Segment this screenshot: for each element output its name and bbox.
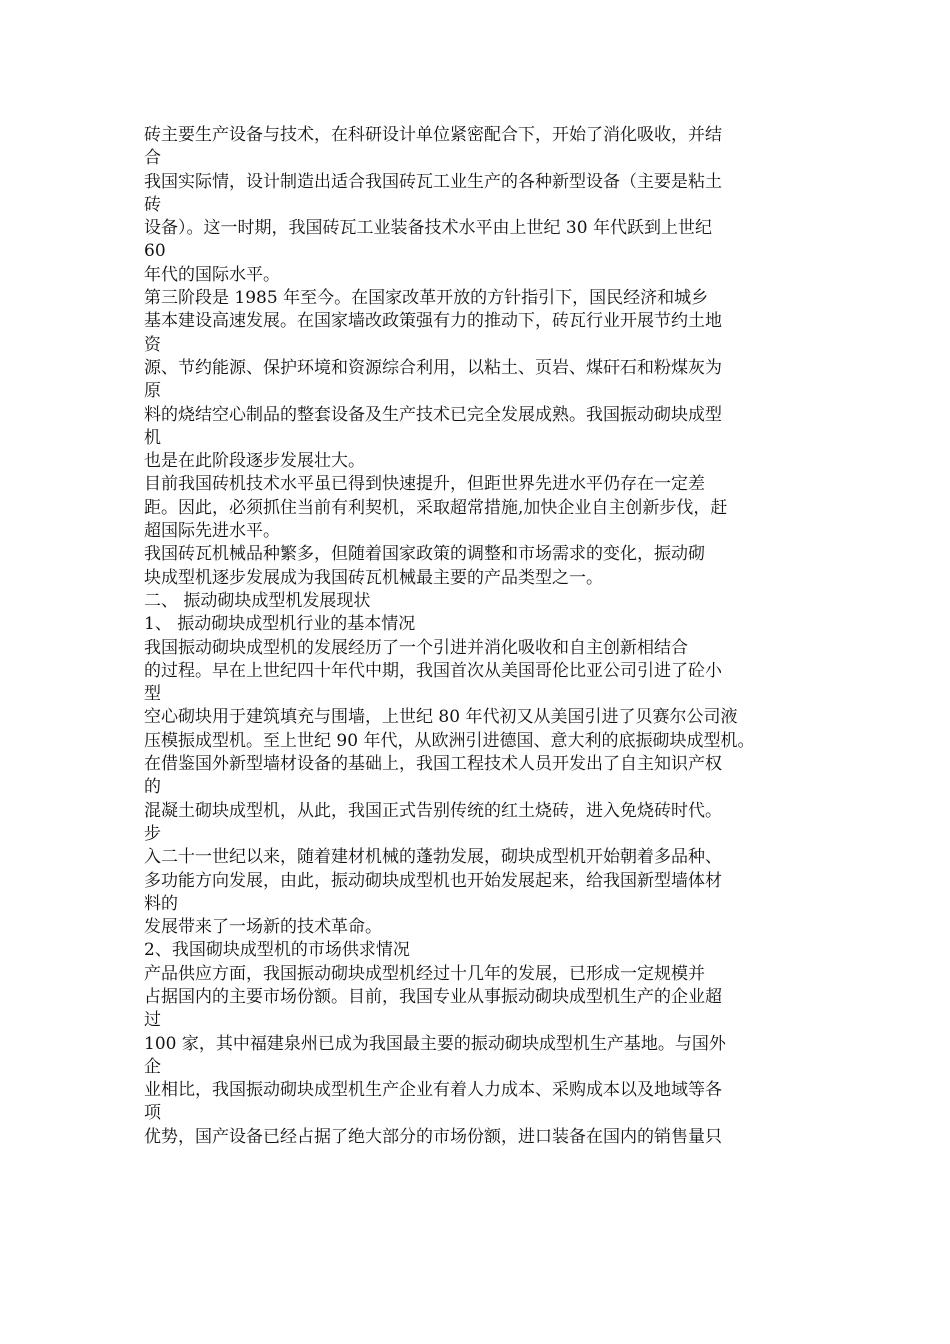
text-line: 混凝土砌块成型机，从此，我国正式告别传统的红土烧砖，进入免烧砖时代。 xyxy=(144,800,722,821)
text-line: 合 xyxy=(144,148,161,169)
text-line: 机 xyxy=(144,427,161,448)
text-line: 距。因此，必须抓住当前有利契机，采取超常措施,加快企业自主创新步伐，赶 xyxy=(144,497,728,518)
text-line: 原 xyxy=(144,381,161,402)
text-line: 我国振动砌块成型机的发展经历了一个引进并消化吸收和自主创新相结合 xyxy=(144,637,688,658)
text-line: 超国际先进水平。 xyxy=(144,521,280,542)
text-line: 发展带来了一场新的技术革命。 xyxy=(144,917,382,938)
text-line: 型 xyxy=(144,684,161,705)
text-line: 砖主要生产设备与技术，在科研设计单位紧密配合下，开始了消化吸收，并结 xyxy=(144,125,722,145)
text-line: 项 xyxy=(144,1103,161,1124)
subsection-heading: 1、 振动砌块成型机行业的基本情况 xyxy=(144,614,416,635)
text-line: 业相比，我国振动砌块成型机生产企业有着人力成本、采购成本以及地域等各 xyxy=(144,1080,722,1101)
text-line: 多功能方向发展，由此，振动砌块成型机也开始发展起来，给我国新型墙体材 xyxy=(144,870,722,891)
text-line: 我国砖瓦机械品种繁多，但随着国家政策的调整和市场需求的变化，振动砌 xyxy=(144,544,705,565)
text-line: 的 xyxy=(144,777,161,798)
text-line: 在借鉴国外新型墙材设备的基础上，我国工程技术人员开发出了自主知识产权 xyxy=(144,754,722,775)
text-line: 基本建设高速发展。在国家墙改政策强有力的推动下，砖瓦行业开展节约土地 xyxy=(144,311,722,332)
text-line: 第三阶段是 1985 年至今。在国家改革开放的方针指引下，国民经济和城乡 xyxy=(144,288,709,309)
text-line: 占据国内的主要市场份额。目前，我国专业从事振动砌块成型机生产的企业超 xyxy=(144,986,722,1007)
text-line: 也是在此阶段逐步发展壮大。 xyxy=(144,451,365,472)
text-line: 资 xyxy=(144,334,161,355)
document-page xyxy=(144,124,834,1149)
subsection-heading: 2、我国砌块成型机的市场供求情况 xyxy=(144,940,410,961)
text-line: 步 xyxy=(144,823,161,844)
text-line: 我国实际情，设计制造出适合我国砖瓦工业生产的各种新型设备（主要是粘土 xyxy=(144,171,722,192)
text-line: 源、节约能源、保护环境和资源综合利用，以粘土、页岩、煤矸石和粉煤灰为 xyxy=(144,357,722,378)
section-heading: 二、 振动砌块成型机发展现状 xyxy=(144,590,371,611)
text-line: 60 xyxy=(144,241,166,262)
text-line: 料的 xyxy=(144,893,178,914)
text-line: 空心砌块用于建筑填充与围墙，上世纪 80 年代初又从美国引进了贝赛尔公司液 xyxy=(144,707,738,728)
text-line: 年代的国际水平。 xyxy=(144,264,280,285)
text-line: 砖 xyxy=(144,194,161,215)
text-line: 块成型机逐步发展成为我国砖瓦机械最主要的产品类型之一。 xyxy=(144,567,603,588)
text-line: 目前我国砖机技术水平虽已得到快速提升，但距世界先进水平仍存在一定差 xyxy=(144,474,705,495)
text-line: 压模振成型机。至上世纪 90 年代，从欧洲引进德国、意大利的底振砌块成型机。 xyxy=(144,730,755,751)
text-line: 入二十一世纪以来，随着建材机械的蓬勃发展，砌块成型机开始朝着多品种、 xyxy=(144,847,722,868)
text-line: 产品供应方面，我国振动砌块成型机经过十几年的发展，已形成一定规模并 xyxy=(144,963,705,984)
text-line: 优势，国产设备已经占据了绝大部分的市场份额，进口装备在国内的销售量只 xyxy=(144,1126,722,1147)
text-line: 的过程。早在上世纪四十年代中期，我国首次从美国哥伦比亚公司引进了砼小 xyxy=(144,660,722,681)
text-line: 100 家，其中福建泉州已成为我国最主要的振动砌块成型机生产基地。与国外 xyxy=(144,1033,726,1054)
text-line: 过 xyxy=(144,1010,161,1031)
text-line: 企 xyxy=(144,1056,161,1077)
text-line: 料的烧结空心制品的整套设备及生产技术已完全发展成熟。我国振动砌块成型 xyxy=(144,404,722,425)
text-line: 设备）。这一时期，我国砖瓦工业装备技术水平由上世纪 30 年代跃到上世纪 xyxy=(144,218,712,239)
